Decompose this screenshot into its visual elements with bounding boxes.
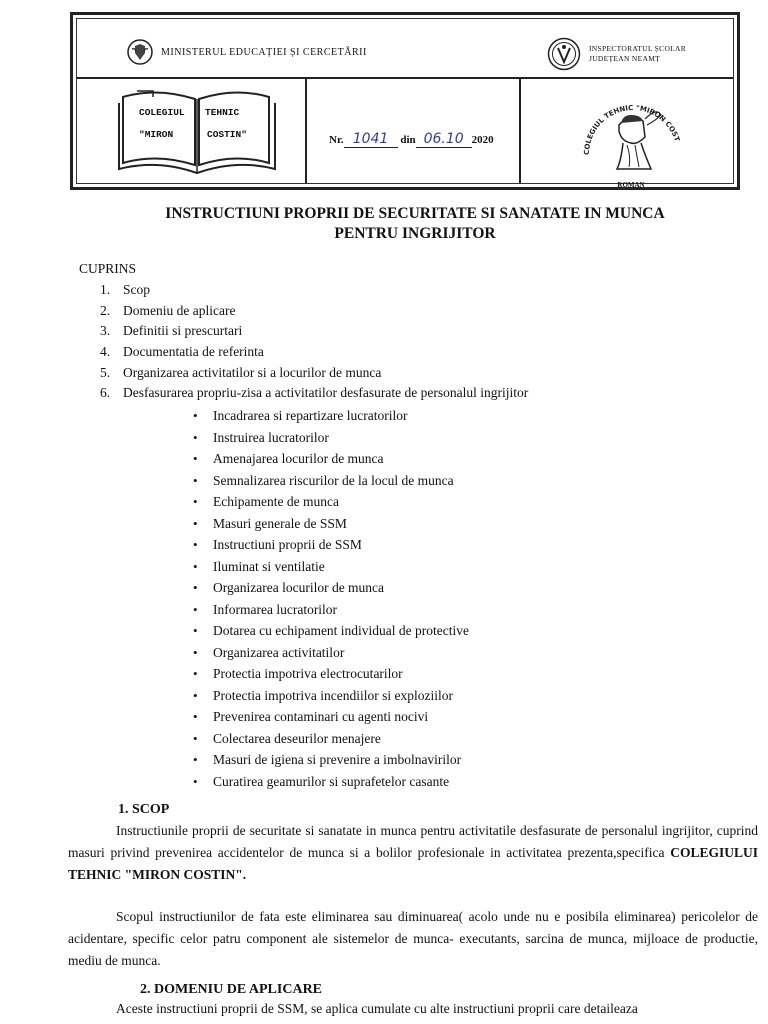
bullet-item: • Semnalizarea riscurilor de la locul de munca [193,470,469,492]
section-2-heading: 2. DOMENIU DE APLICARE [140,982,323,997]
inspectorate-logo-icon [547,37,581,71]
document-header [70,12,740,190]
bullet-item: • Protectia impotriva incendiilor si exploziilor [193,685,469,707]
din-label: din [400,134,416,146]
contents-item-number: 1. [100,282,111,297]
title-line-1: INSTRUCTIUNI PROPRII DE SECURITATE SI SANATATE IN MUNCA [165,205,665,222]
paragraph-text: Instructiunile proprii de securitate si sanatate in munca pentru activitatile desfasurate de personalul ingrijitor, cuprind masuri privind prevenirea accidentelor de munca si a bolilor profesionale in activitatea prezenta,specifica [68,823,758,860]
document-title [60,204,768,244]
bullet-item: • Instructiuni proprii de SSM [193,534,469,556]
miron-costin-seal-icon [571,85,691,181]
contents-item [100,383,528,404]
registration-year: 2020 [471,134,494,146]
contents-item-label: Documentatia de referinta [123,344,264,360]
school-seal [571,85,691,189]
bullet-item: • Organizarea locurilor de munca [193,577,469,599]
nr-label: Nr. [329,134,344,146]
bullet-item: • Iluminat si ventilatie [193,556,469,578]
contents-list [100,280,528,404]
contents-item [100,342,528,363]
seal-city: ROMAN [617,181,645,189]
school-seal-cell [521,79,733,189]
contents-item [100,321,528,342]
section-1-paragraph-1 [68,820,758,886]
school-logo-text: TEHNIC [205,107,240,118]
bullet-item: • Incadrarea si repartizare lucratorilor [193,405,469,427]
header-bottom-row [77,79,733,189]
registration-number: 1041 [344,131,398,148]
school-logo-text: "MIRON [139,129,174,140]
contents-item-label: Desfasurarea propriu-zisa a activitatilor desfasurate de personalul ingrijitor [123,385,529,401]
registration-date: 06.10 [416,131,472,148]
contents-item-label: Domeniu de aplicare [123,302,236,318]
contents-item [100,301,528,322]
bullet-item: • Colectarea deseurilor menajere [193,728,469,750]
bullet-item: • Dotarea cu echipament individual de protective [193,620,469,642]
bullet-item: • Masuri generale de SSM [193,513,469,535]
contents-item-number: 5. [100,364,111,380]
inspectorate-block [547,37,704,71]
school-name-bold: COLEGIULUI TEHNIC "MIRON COSTIN". [68,845,758,882]
contents-heading: CUPRINS [79,261,137,276]
registration-number-line [329,131,494,148]
bullet-item: • Curatirea geamurilor si suprafetelor casante [193,771,469,793]
ministry-block [127,39,367,65]
bullet-item: • Instruirea lucratorilor [193,427,469,449]
header-top-row [77,19,733,79]
contents-item-label: Scop [123,282,150,297]
school-logo-cell [77,79,307,183]
contents-item-label: Definitii si prescurtari [123,323,243,339]
bullet-item: • Echipamente de munca [193,491,469,513]
contents-item [100,363,528,384]
section-2-paragraph: Aceste instructiuni proprii de SSM, se aplica cumulate cu alte instructiuni proprii care detaileaza [116,1001,638,1016]
contents-item-number: 6. [100,385,111,401]
bullet-item: • Informarea lucratorilor [193,599,469,621]
header-inner-border [76,18,734,189]
bullet-item: • Protectia impotriva electrocutarilor [193,663,469,685]
bullet-item: • Organizarea activitatilor [193,642,469,664]
school-logo-text: COLEGIUL [139,107,185,118]
seal-arc-text: COLEGIUL TEHNIC "MIRON COST [582,104,681,156]
ministry-name: MINISTERUL EDUCAȚIEI ȘI CERCETĂRII [161,46,367,58]
contents-item-label: Organizarea activitatilor si a locurilor de munca [123,364,382,380]
school-book-logo [117,87,277,184]
section-1-paragraph-2: Scopul instructiunilor de fata este eliminarea sau diminuarea( acolo unde nu e posibila eliminarea) pericolelor de acidentare, specific celor patru component ale sistemelor de munca- executants, sarcina de munca, mijloace de productie, mediu de munca. [68,909,758,968]
section-1-heading: 1. SCOP [118,802,170,817]
registration-cell [307,79,521,183]
bullet-item: • Amenajarea locurilor de munca [193,448,469,470]
title-line-2: PENTRU INGRIJITOR [334,225,496,242]
contents-item [100,280,528,301]
contents-item-number: 4. [100,344,111,360]
contents-item-number: 2. [100,302,111,318]
school-logo-text: COSTIN" [207,129,247,140]
inspectorate-name: INSPECTORATUL ȘCOLAR JUDEȚEAN NEAMȚ [589,44,687,63]
bullet-item: • Masuri de igiena si prevenire a imbolnavirilor [193,749,469,771]
subsection-bullet-list [193,405,469,792]
bullet-item: • Prevenirea contaminari cu agenti nocivi [193,706,469,728]
romania-coat-of-arms-icon [127,39,153,65]
contents-item-number: 3. [100,323,111,339]
